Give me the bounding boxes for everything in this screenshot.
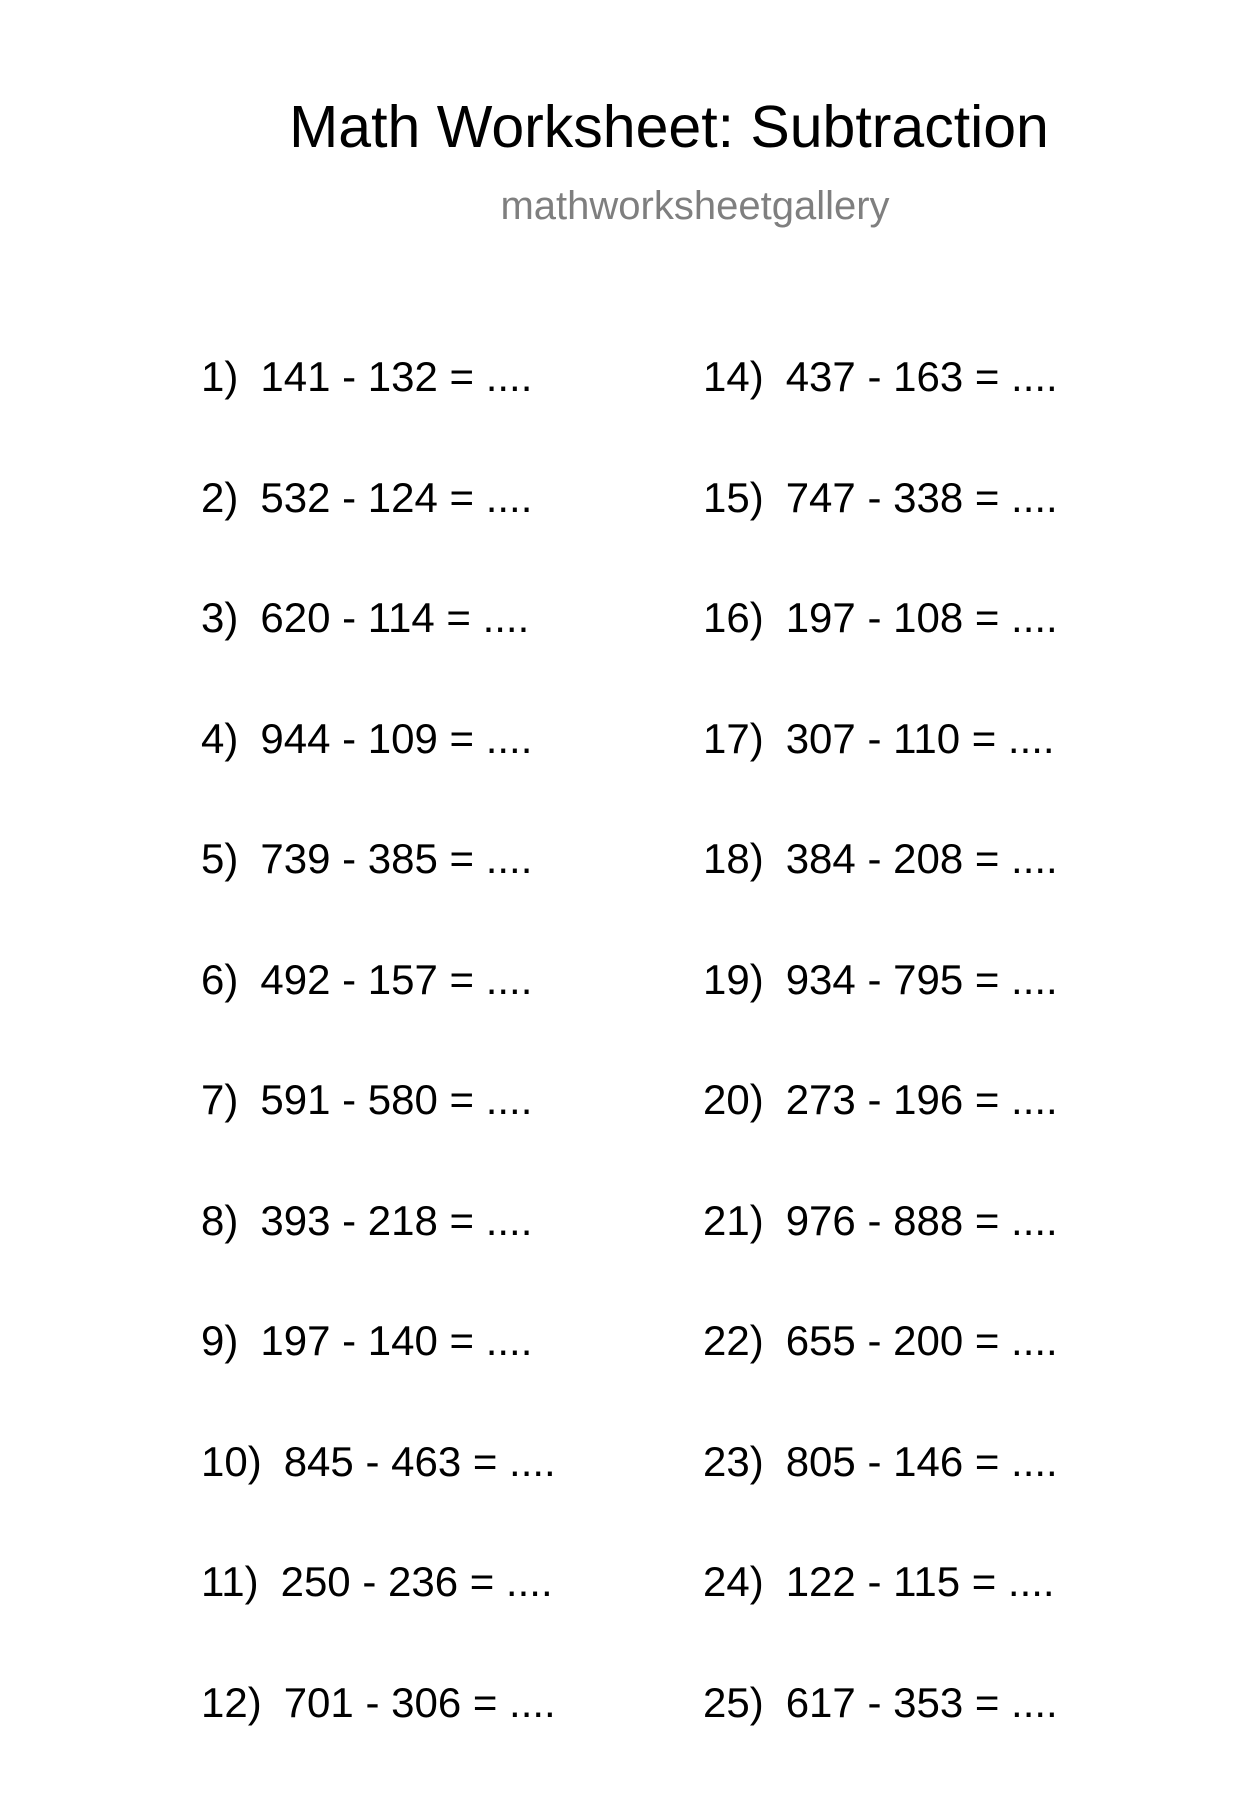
problem-list-left	[201, 353, 556, 1799]
problem-item	[201, 1317, 556, 1438]
problem-number: 4)	[201, 715, 238, 762]
problem-item	[703, 474, 1058, 595]
problem-expression: 197 - 140 = ....	[260, 1317, 532, 1364]
problem-number: 24)	[703, 1558, 764, 1605]
problem-item	[201, 1558, 556, 1679]
problem-expression: 122 - 115 = ....	[786, 1558, 1055, 1605]
problem-number: 9)	[201, 1317, 238, 1364]
problem-number: 7)	[201, 1076, 238, 1123]
problem-item	[703, 1317, 1058, 1438]
problem-number: 18)	[703, 835, 764, 882]
problem-expression: 273 - 196 = ....	[786, 1076, 1058, 1123]
problem-expression: 620 - 114 = ....	[260, 594, 529, 641]
problem-item	[201, 715, 556, 836]
problem-expression: 250 - 236 = ....	[281, 1558, 553, 1605]
problem-expression: 944 - 109 = ....	[260, 715, 532, 762]
problem-expression: 591 - 580 = ....	[260, 1076, 532, 1123]
problem-expression: 532 - 124 = ....	[260, 474, 532, 521]
problem-item	[201, 353, 556, 474]
problem-item	[703, 353, 1058, 474]
problem-expression: 197 - 108 = ....	[786, 594, 1058, 641]
problem-expression: 934 - 795 = ....	[786, 956, 1058, 1003]
problem-number: 3)	[201, 594, 238, 641]
problem-item	[201, 1076, 556, 1197]
problem-item	[703, 1438, 1058, 1559]
problem-expression: 976 - 888 = ....	[786, 1197, 1058, 1244]
problem-item	[703, 1679, 1058, 1799]
problem-expression: 617 - 353 = ....	[786, 1679, 1058, 1726]
problem-item	[703, 956, 1058, 1077]
source-label: mathworksheetgallery	[0, 186, 1240, 226]
problem-number: 21)	[703, 1197, 764, 1244]
problem-number: 19)	[703, 956, 764, 1003]
problem-item	[201, 594, 556, 715]
problem-item	[703, 594, 1058, 715]
problem-item	[703, 835, 1058, 956]
problem-number: 11)	[201, 1558, 259, 1605]
problem-expression: 307 - 110 = ....	[786, 715, 1055, 762]
problem-number: 17)	[703, 715, 764, 762]
problem-item	[201, 835, 556, 956]
problem-number: 6)	[201, 956, 238, 1003]
problem-expression: 141 - 132 = ....	[260, 353, 532, 400]
problem-number: 22)	[703, 1317, 764, 1364]
problem-item	[703, 1558, 1058, 1679]
problem-item	[201, 474, 556, 595]
problem-item	[201, 1438, 556, 1559]
page-title: Math Worksheet: Subtraction	[0, 98, 1240, 157]
problem-expression: 739 - 385 = ....	[260, 835, 532, 882]
problem-number: 20)	[703, 1076, 764, 1123]
problem-item	[201, 956, 556, 1077]
problem-number: 16)	[703, 594, 764, 641]
problem-number: 8)	[201, 1197, 238, 1244]
problem-item	[703, 1076, 1058, 1197]
problem-list-right	[703, 353, 1058, 1799]
problem-number: 23)	[703, 1438, 764, 1485]
problem-number: 14)	[703, 353, 764, 400]
problem-item	[201, 1197, 556, 1318]
problem-expression: 384 - 208 = ....	[786, 835, 1058, 882]
problem-expression: 393 - 218 = ....	[260, 1197, 532, 1244]
problem-expression: 701 - 306 = ....	[284, 1679, 556, 1726]
problem-expression: 845 - 463 = ....	[284, 1438, 556, 1485]
problem-expression: 492 - 157 = ....	[260, 956, 532, 1003]
problem-number: 25)	[703, 1679, 764, 1726]
problem-number: 12)	[201, 1679, 262, 1726]
problem-number: 15)	[703, 474, 764, 521]
problem-number: 2)	[201, 474, 238, 521]
problem-number: 1)	[201, 353, 238, 400]
problem-item	[201, 1679, 556, 1799]
problem-number: 5)	[201, 835, 238, 882]
problem-expression: 437 - 163 = ....	[786, 353, 1058, 400]
problem-expression: 655 - 200 = ....	[786, 1317, 1058, 1364]
problem-number: 10)	[201, 1438, 262, 1485]
problem-item	[703, 1197, 1058, 1318]
problem-item	[703, 715, 1058, 836]
problem-expression: 747 - 338 = ....	[786, 474, 1058, 521]
problem-expression: 805 - 146 = ....	[786, 1438, 1058, 1485]
